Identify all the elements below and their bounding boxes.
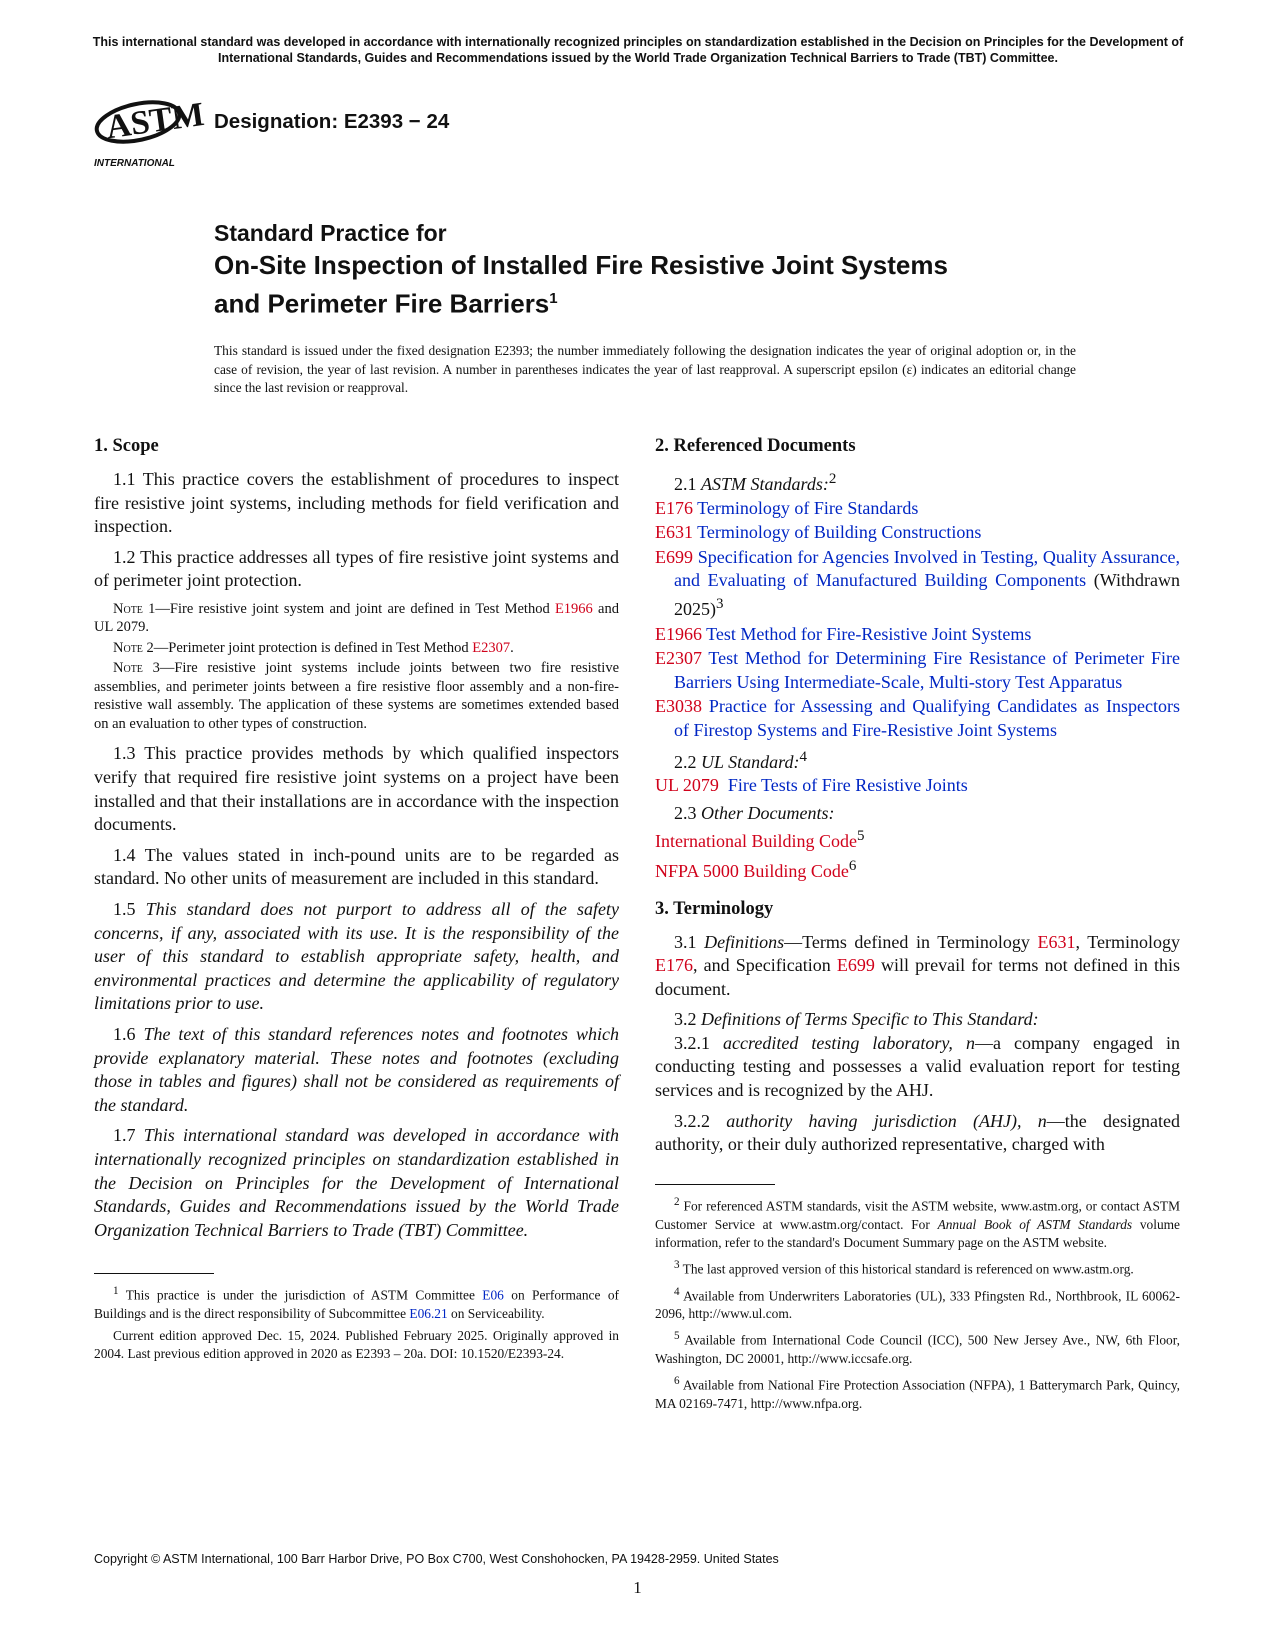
para-1-5: 1.5 This standard does not purport to address all of the safety concerns, if any, associated with its use. It is the responsibility of the user of this standard to establish appropriate safety, health, and environmental practices and determine the applicability of regulatory limitations prior to use. — [94, 899, 620, 1014]
ref-e699[interactable]: E699 Specification for Agencies Involved in Testing, Quality Assurance, and Evaluating of Manufactured Building Components (Withdrawn 2025)$^3$ — [655, 546, 1181, 619]
title-line-3: and Perimeter Fire Barriers — [214, 288, 550, 319]
right-column — [655, 435, 1180, 1417]
para-1-4: 1.4 The values stated in inch-pound units are to be regarded as standard. No other units of measurement are included in this standard. — [94, 844, 619, 889]
footnote-5: $^5$ Available from International Code Council (ICC), 500 New Jersey Ave., NW, 6th Floor, Washington, DC 20001, http://www.iccsafe.org. — [655, 1330, 1180, 1367]
footnote-rule-right — [655, 1184, 775, 1185]
para-1-1: 1.1 This practice covers the establishment of procedures to inspect fire resistive joint systems, including methods for field verification and inspection. — [94, 469, 619, 537]
referenced-heading: 2. Referenced Documents — [655, 436, 856, 456]
note-3: Note 3—Fire resistive joint systems include joints between two fire resistive assemblies, and perimeter joints between a fire resistive floor assembly and a non-fire-resistive wall assembly. The application of these systems are sometimes extended based on an evaluation to other types of construction. — [94, 660, 619, 732]
ref-e176[interactable]: E176 Terminology of Fire Standards — [655, 497, 919, 518]
title-line-1: Standard Practice for — [214, 220, 447, 246]
tbt-notice: This international standard was developed in accordance with internationally recognized principles on standardization established in the Decision on Principles for the Development of International Standards, Guides and Recommendations issued by the World Trade Organization Technical Barriers to Trade (TBT) Committee. — [92, 35, 1184, 65]
ref-e631[interactable]: E631 Terminology of Building Constructions — [655, 522, 982, 543]
issued-statement: This standard is issued under the fixed designation E2393; the number immediately following the designation indicates the year of original adoption or, in the case of revision, the year of last revision. A number in parentheses indicates the year of last reapproval. A superscript epsilon (ε) indicates an editorial change since the last revision or reapproval. — [214, 343, 1076, 395]
other-documents-label: 2.3 Other Documents: — [674, 802, 835, 823]
para-3-2: 3.2 Definitions of Terms Specific to This Standard: — [674, 1009, 1039, 1030]
link-e176[interactable]: E176 — [655, 955, 693, 976]
terminology-heading: 3. Terminology — [655, 898, 774, 919]
note-2: Note 2—Perimeter joint protection is defined in Test Method E2307. — [113, 639, 514, 656]
ul-standard-label: 2.2 UL Standard:$^4$ — [674, 748, 808, 772]
page-number: 1 — [633, 1578, 642, 1597]
left-column — [94, 435, 619, 1368]
astm-logo — [94, 86, 207, 170]
ref-e1966[interactable]: E1966 Test Method for Fire-Resistive Joint Systems — [655, 623, 1032, 644]
footnote-6: $^6$ Available from National Fire Protection Association (NFPA), 1 Batterymarch Park, Quincy, MA 02169-7471, http://www.nfpa.org. — [655, 1375, 1180, 1412]
link-e699[interactable]: E699 — [836, 955, 875, 976]
footnote-rule-left — [94, 1273, 214, 1274]
para-1-6: 1.6 The text of this standard references notes and footnotes which provide explanatory material. These notes and footnotes (excluding those in tables and figures) shall not be considered as requirements of the standard. — [94, 1024, 620, 1115]
ref-e2307[interactable]: E2307 Test Method for Determining Fire Resistance of Perimeter Fire Barriers Using Intermediate-Scale, Multi-story Test Apparatus — [655, 648, 1180, 692]
footnote-1: $^1$ This practice is under the jurisdiction of ASTM Committee E06 on Performance of Buildings and is the direct responsibility of Subcommittee E06.21 on Serviceability. — [94, 1285, 619, 1322]
para-1-7: 1.7 This international standard was developed in accordance with internationally recognized principles on standardization established in the Decision on Principles for the Development of International Standards, Guides and Recommendations issued by the World Trade Organization Technical Barriers to Trade (TBT) Committee. — [94, 1125, 619, 1240]
ref-ibc[interactable]: International Building Code$^5$ — [655, 828, 865, 852]
footnote-1-edition: Current edition approved Dec. 15, 2024. Published February 2025. Originally approved in 2004. Last previous edition approved in 2020 as E2393 – 20a. DOI: 10.1520/E2393-24. — [94, 1328, 619, 1362]
ref-ul2079[interactable]: UL 2079 Fire Tests of Fire Resistive Joints — [655, 775, 968, 796]
ref-nfpa5000[interactable]: NFPA 5000 Building Code$^6$ — [655, 857, 857, 881]
para-3-1: 3.1 Definitions—Terms defined in Terminology E631, Terminology E176, and Specification E699 will prevail for terms not defined in this document. — [655, 931, 1181, 999]
link-e631[interactable]: E631 — [1037, 931, 1076, 952]
footnote-3: $^3$ The last approved version of this historical standard is referenced on www.astm.org. — [674, 1258, 1134, 1277]
title-line-2: On-Site Inspection of Installed Fire Resistive Joint Systems — [214, 250, 948, 280]
title-footnote-mark: 1 — [549, 290, 558, 307]
para-3-2-1: 3.2.1 accredited testing laboratory, n—a company engaged in conducting testing and possesses a valid evaluation report for testing services and is recognized by the AHJ. — [655, 1032, 1181, 1101]
astm-standards-label: 2.1 ASTM Standards:$^2$ — [674, 471, 837, 494]
link-e2307[interactable]: E2307 — [472, 639, 511, 656]
copyright-footer: Copyright © ASTM International, 100 Barr Harbor Drive, PO Box C700, West Conshohocken, PA 19428-2959. United States — [94, 1552, 779, 1566]
footnote-4: $^4$ Available from Underwriters Laboratories (UL), 333 Pfingsten Rd., Northbrook, IL 60062-2096, http://www.ul.com. — [655, 1285, 1180, 1322]
link-e06[interactable]: E06 — [482, 1287, 504, 1303]
para-1-3: 1.3 This practice provides methods by which qualified inspectors verify that required fire resistive joint systems on a project have been installed and that their installations are in accordance with the inspection documents. — [94, 743, 619, 835]
link-e1966[interactable]: E1966 — [554, 600, 593, 617]
document-title — [214, 218, 948, 321]
note-1: Note 1—Fire resistive joint system and joint are defined in Test Method E1966 and UL 2079. — [94, 600, 619, 636]
para-1-2: 1.2 This practice addresses all types of fire resistive joint systems and of perimeter joint protection. — [94, 546, 619, 591]
link-e06-21[interactable]: E06.21 — [409, 1306, 448, 1322]
para-3-2-2: 3.2.2 authority having jurisdiction (AHJ), n—the designated authority, or their duly authorized representative, charged with — [655, 1110, 1181, 1155]
designation: Designation: E2393 − 24 — [214, 110, 450, 133]
ref-e3038[interactable]: E3038 Practice for Assessing and Qualifying Candidates as Inspectors of Firestop Systems and Fire-Resistive Joint Systems — [655, 696, 1180, 740]
logo-text: ASTM — [103, 95, 207, 147]
logo-subtext: INTERNATIONAL — [94, 158, 175, 169]
scope-heading: 1. Scope — [94, 436, 159, 456]
footnote-2: $^2$ For referenced ASTM standards, visit the ASTM website, www.astm.org, or contact ASTM Customer Service at www.astm.org/contact. For Annual Book of ASTM Standards volume information, refer to the standard's Document Summary page on the ASTM website. — [655, 1195, 1180, 1250]
